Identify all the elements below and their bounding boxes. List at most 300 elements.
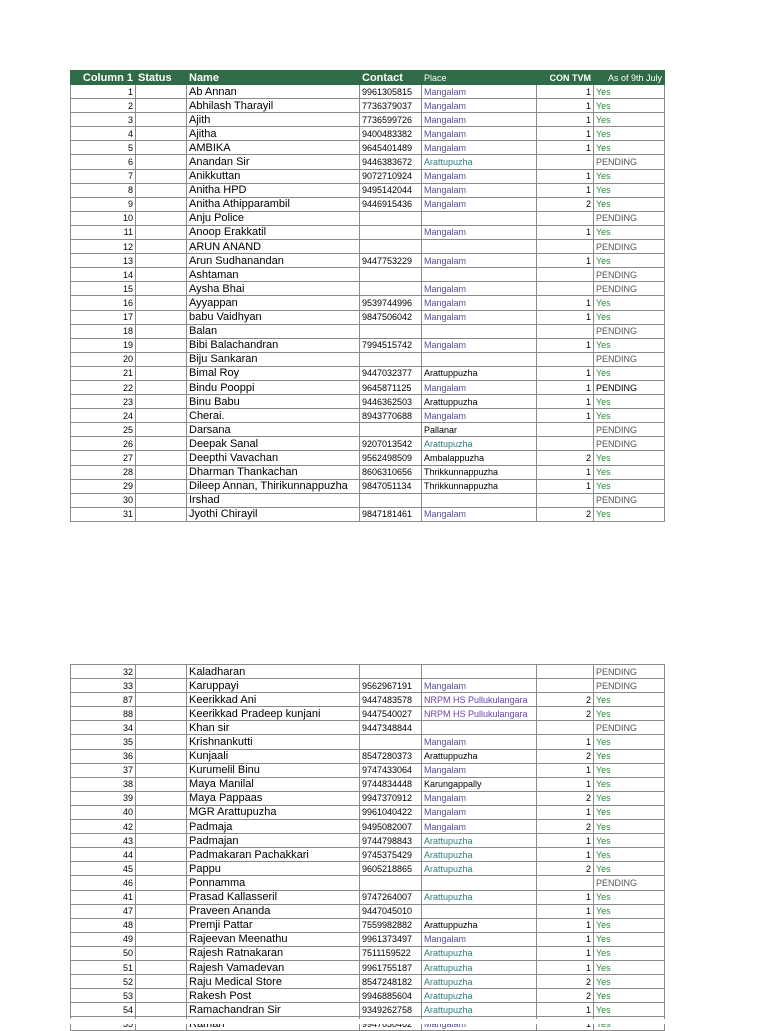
con-tvm-cell[interactable] bbox=[537, 211, 594, 225]
status-cell[interactable] bbox=[136, 493, 187, 507]
as-of-cell[interactable]: Yes bbox=[594, 693, 665, 707]
con-tvm-cell[interactable] bbox=[537, 876, 594, 890]
name-cell[interactable]: Rajeevan Meenathu bbox=[187, 932, 360, 946]
row-number-cell[interactable]: 24 bbox=[71, 409, 136, 423]
status-cell[interactable] bbox=[136, 380, 187, 394]
as-of-cell[interactable]: PENDING bbox=[594, 211, 665, 225]
table-row[interactable] bbox=[71, 890, 665, 904]
table-row[interactable] bbox=[71, 1003, 665, 1017]
table-row[interactable] bbox=[71, 493, 665, 507]
con-tvm-cell[interactable]: 1 bbox=[537, 296, 594, 310]
con-tvm-cell[interactable] bbox=[537, 721, 594, 735]
contact-cell[interactable]: 7511159522 bbox=[360, 946, 422, 960]
name-cell[interactable]: Ayyappan bbox=[187, 296, 360, 310]
place-cell[interactable] bbox=[422, 721, 537, 735]
place-cell[interactable]: Arattuppuzha bbox=[422, 366, 537, 380]
row-number-cell[interactable]: 26 bbox=[71, 437, 136, 451]
row-number-cell[interactable]: 28 bbox=[71, 465, 136, 479]
name-cell[interactable]: Rajesh Vamadevan bbox=[187, 960, 360, 974]
contact-cell[interactable]: 9847181461 bbox=[360, 507, 422, 521]
table-row[interactable] bbox=[71, 423, 665, 437]
place-cell[interactable]: Karungappally bbox=[422, 777, 537, 791]
con-tvm-cell[interactable]: 1 bbox=[537, 141, 594, 155]
row-number-cell[interactable]: 31 bbox=[71, 507, 136, 521]
contact-cell[interactable]: 9447540027 bbox=[360, 707, 422, 721]
name-cell[interactable]: babu Vaidhyan bbox=[187, 310, 360, 324]
header-contact[interactable]: Contact bbox=[360, 71, 422, 85]
name-cell[interactable]: Padmakaran Pachakkari bbox=[187, 848, 360, 862]
contact-cell[interactable]: 7736599726 bbox=[360, 113, 422, 127]
place-cell[interactable]: Arattupuzha bbox=[422, 960, 537, 974]
name-cell[interactable]: Biju Sankaran bbox=[187, 352, 360, 366]
as-of-cell[interactable]: PENDING bbox=[594, 324, 665, 338]
contact-cell[interactable]: 9747264007 bbox=[360, 890, 422, 904]
table-row[interactable] bbox=[71, 409, 665, 423]
table-row[interactable] bbox=[71, 777, 665, 791]
table-row[interactable] bbox=[71, 169, 665, 183]
table-row[interactable] bbox=[71, 665, 665, 679]
place-cell[interactable]: Mangalam bbox=[422, 127, 537, 141]
con-tvm-cell[interactable]: 2 bbox=[537, 707, 594, 721]
name-cell[interactable]: Anju Police bbox=[187, 211, 360, 225]
contact-cell[interactable]: 9446362503 bbox=[360, 395, 422, 409]
place-cell[interactable]: Mangalam bbox=[422, 141, 537, 155]
as-of-cell[interactable]: Yes bbox=[594, 1003, 665, 1017]
row-number-cell[interactable]: 15 bbox=[71, 282, 136, 296]
status-cell[interactable] bbox=[136, 507, 187, 521]
name-cell[interactable]: Dileep Annan, Thirikunnappuzha bbox=[187, 479, 360, 493]
name-cell[interactable]: Ponnamma bbox=[187, 876, 360, 890]
row-number-cell[interactable]: 35 bbox=[71, 735, 136, 749]
as-of-cell[interactable]: Yes bbox=[594, 791, 665, 805]
con-tvm-cell[interactable] bbox=[537, 155, 594, 169]
row-number-cell[interactable]: 32 bbox=[71, 665, 136, 679]
as-of-cell[interactable]: Yes bbox=[594, 960, 665, 974]
con-tvm-cell[interactable]: 1 bbox=[537, 834, 594, 848]
row-number-cell[interactable]: 44 bbox=[71, 848, 136, 862]
table-row[interactable] bbox=[71, 211, 665, 225]
table-row[interactable] bbox=[71, 99, 665, 113]
place-cell[interactable]: Ambalappuzha bbox=[422, 451, 537, 465]
row-number-cell[interactable]: 2 bbox=[71, 99, 136, 113]
status-cell[interactable] bbox=[136, 960, 187, 974]
row-number-cell[interactable]: 14 bbox=[71, 268, 136, 282]
table-row[interactable] bbox=[71, 876, 665, 890]
con-tvm-cell[interactable]: 1 bbox=[537, 366, 594, 380]
contact-cell[interactable] bbox=[360, 240, 422, 254]
place-cell[interactable]: Mangalam bbox=[422, 169, 537, 183]
row-number-cell[interactable]: 4 bbox=[71, 127, 136, 141]
status-cell[interactable] bbox=[136, 763, 187, 777]
row-number-cell[interactable]: 42 bbox=[71, 820, 136, 834]
status-cell[interactable] bbox=[136, 862, 187, 876]
row-number-cell[interactable]: 12 bbox=[71, 240, 136, 254]
table-row[interactable] bbox=[71, 975, 665, 989]
as-of-cell[interactable]: PENDING bbox=[594, 268, 665, 282]
row-number-cell[interactable]: 30 bbox=[71, 493, 136, 507]
contact-cell[interactable]: 9446383672 bbox=[360, 155, 422, 169]
contact-cell[interactable]: 8547280373 bbox=[360, 749, 422, 763]
table-row[interactable] bbox=[71, 380, 665, 394]
contact-cell[interactable]: 9847051134 bbox=[360, 479, 422, 493]
place-cell[interactable] bbox=[422, 240, 537, 254]
place-cell[interactable]: NRPM HS Pullukulangara bbox=[422, 707, 537, 721]
contact-cell[interactable]: 9562498509 bbox=[360, 451, 422, 465]
place-cell[interactable]: Mangalam bbox=[422, 282, 537, 296]
contact-cell[interactable] bbox=[360, 735, 422, 749]
row-number-cell[interactable]: 18 bbox=[71, 324, 136, 338]
con-tvm-cell[interactable]: 1 bbox=[537, 85, 594, 99]
header-as-of[interactable]: As of 9th July bbox=[594, 71, 665, 85]
contact-cell[interactable]: 9495142044 bbox=[360, 183, 422, 197]
contact-cell[interactable] bbox=[360, 282, 422, 296]
row-number-cell[interactable]: 47 bbox=[71, 904, 136, 918]
as-of-cell[interactable]: Yes bbox=[594, 479, 665, 493]
row-number-cell[interactable]: 43 bbox=[71, 834, 136, 848]
table-row[interactable] bbox=[71, 282, 665, 296]
row-number-cell[interactable]: 54 bbox=[71, 1003, 136, 1017]
row-number-cell[interactable]: 3 bbox=[71, 113, 136, 127]
header-status[interactable]: Status bbox=[136, 71, 187, 85]
con-tvm-cell[interactable] bbox=[537, 665, 594, 679]
table-row[interactable] bbox=[71, 932, 665, 946]
name-cell[interactable]: Keerikkad Ani bbox=[187, 693, 360, 707]
con-tvm-cell[interactable]: 1 bbox=[537, 479, 594, 493]
as-of-cell[interactable]: Yes bbox=[594, 848, 665, 862]
place-cell[interactable] bbox=[422, 876, 537, 890]
place-cell[interactable] bbox=[422, 211, 537, 225]
name-cell[interactable]: Maya Manilal bbox=[187, 777, 360, 791]
contact-cell[interactable]: 9539744996 bbox=[360, 296, 422, 310]
name-cell[interactable]: Padmaja bbox=[187, 820, 360, 834]
contact-cell[interactable] bbox=[360, 665, 422, 679]
place-cell[interactable] bbox=[422, 904, 537, 918]
status-cell[interactable] bbox=[136, 1003, 187, 1017]
status-cell[interactable] bbox=[136, 324, 187, 338]
contact-cell[interactable]: 8943770688 bbox=[360, 409, 422, 423]
name-cell[interactable]: Pappu bbox=[187, 862, 360, 876]
status-cell[interactable] bbox=[136, 296, 187, 310]
contact-cell[interactable]: 9562967191 bbox=[360, 679, 422, 693]
name-cell[interactable]: Kaladharan bbox=[187, 665, 360, 679]
con-tvm-cell[interactable]: 1 bbox=[537, 904, 594, 918]
as-of-cell[interactable]: Yes bbox=[594, 932, 665, 946]
place-cell[interactable]: Mangalam bbox=[422, 679, 537, 693]
table-row[interactable] bbox=[71, 960, 665, 974]
contact-cell[interactable]: 9747433064 bbox=[360, 763, 422, 777]
row-number-cell[interactable]: 39 bbox=[71, 791, 136, 805]
con-tvm-cell[interactable]: 1 bbox=[537, 127, 594, 141]
name-cell[interactable]: Bindu Pooppi bbox=[187, 380, 360, 394]
name-cell[interactable]: Anoop Erakkatil bbox=[187, 225, 360, 239]
contact-cell[interactable] bbox=[360, 211, 422, 225]
name-cell[interactable]: Karuppayi bbox=[187, 679, 360, 693]
contact-cell[interactable]: 9349262758 bbox=[360, 1003, 422, 1017]
place-cell[interactable]: Arattuppuzha bbox=[422, 918, 537, 932]
table-row[interactable] bbox=[71, 834, 665, 848]
contact-cell[interactable]: 9447045010 bbox=[360, 904, 422, 918]
status-cell[interactable] bbox=[136, 409, 187, 423]
header-place[interactable]: Place bbox=[422, 71, 537, 85]
row-number-cell[interactable]: 6 bbox=[71, 155, 136, 169]
place-cell[interactable]: Mangalam bbox=[422, 338, 537, 352]
contact-cell[interactable] bbox=[360, 225, 422, 239]
as-of-cell[interactable]: Yes bbox=[594, 777, 665, 791]
contact-cell[interactable]: 7736379037 bbox=[360, 99, 422, 113]
status-cell[interactable] bbox=[136, 465, 187, 479]
as-of-cell[interactable]: PENDING bbox=[594, 423, 665, 437]
status-cell[interactable] bbox=[136, 127, 187, 141]
table-row[interactable] bbox=[71, 225, 665, 239]
place-cell[interactable] bbox=[422, 268, 537, 282]
con-tvm-cell[interactable] bbox=[537, 352, 594, 366]
contact-cell[interactable]: 7559982882 bbox=[360, 918, 422, 932]
as-of-cell[interactable]: Yes bbox=[594, 225, 665, 239]
status-cell[interactable] bbox=[136, 268, 187, 282]
con-tvm-cell[interactable]: 1 bbox=[537, 848, 594, 862]
place-cell[interactable]: Arattuppuzha bbox=[422, 749, 537, 763]
place-cell[interactable]: Mangalam bbox=[422, 735, 537, 749]
con-tvm-cell[interactable]: 2 bbox=[537, 791, 594, 805]
con-tvm-cell[interactable]: 2 bbox=[537, 975, 594, 989]
as-of-cell[interactable]: Yes bbox=[594, 862, 665, 876]
row-number-cell[interactable]: 52 bbox=[71, 975, 136, 989]
place-cell[interactable]: Mangalam bbox=[422, 254, 537, 268]
row-number-cell[interactable]: 46 bbox=[71, 876, 136, 890]
as-of-cell[interactable]: PENDING bbox=[594, 721, 665, 735]
status-cell[interactable] bbox=[136, 721, 187, 735]
name-cell[interactable]: Ab Annan bbox=[187, 85, 360, 99]
name-cell[interactable]: Dharman Thankachan bbox=[187, 465, 360, 479]
contact-cell[interactable]: 9447348844 bbox=[360, 721, 422, 735]
table-row[interactable] bbox=[71, 946, 665, 960]
place-cell[interactable]: Mangalam bbox=[422, 296, 537, 310]
contact-cell[interactable]: 9072710924 bbox=[360, 169, 422, 183]
con-tvm-cell[interactable] bbox=[537, 240, 594, 254]
con-tvm-cell[interactable]: 2 bbox=[537, 749, 594, 763]
as-of-cell[interactable]: Yes bbox=[594, 707, 665, 721]
place-cell[interactable]: Mangalam bbox=[422, 85, 537, 99]
name-cell[interactable]: ARUN ANAND bbox=[187, 240, 360, 254]
status-cell[interactable] bbox=[136, 395, 187, 409]
as-of-cell[interactable]: Yes bbox=[594, 989, 665, 1003]
status-cell[interactable] bbox=[136, 451, 187, 465]
status-cell[interactable] bbox=[136, 169, 187, 183]
con-tvm-cell[interactable]: 2 bbox=[537, 693, 594, 707]
con-tvm-cell[interactable]: 2 bbox=[537, 507, 594, 521]
status-cell[interactable] bbox=[136, 225, 187, 239]
row-number-cell[interactable]: 41 bbox=[71, 890, 136, 904]
row-number-cell[interactable]: 16 bbox=[71, 296, 136, 310]
con-tvm-cell[interactable] bbox=[537, 423, 594, 437]
place-cell[interactable]: Arattupuzha bbox=[422, 890, 537, 904]
con-tvm-cell[interactable]: 1 bbox=[537, 254, 594, 268]
as-of-cell[interactable]: Yes bbox=[594, 507, 665, 521]
contact-cell[interactable]: 9605218865 bbox=[360, 862, 422, 876]
name-cell[interactable]: Anitha HPD bbox=[187, 183, 360, 197]
contact-cell[interactable]: 9495082007 bbox=[360, 820, 422, 834]
table-row[interactable] bbox=[71, 848, 665, 862]
contact-cell[interactable] bbox=[360, 324, 422, 338]
name-cell[interactable]: Premji Pattar bbox=[187, 918, 360, 932]
con-tvm-cell[interactable]: 1 bbox=[537, 777, 594, 791]
table-row[interactable] bbox=[71, 862, 665, 876]
as-of-cell[interactable]: Yes bbox=[594, 395, 665, 409]
status-cell[interactable] bbox=[136, 366, 187, 380]
contact-cell[interactable]: 8547248182 bbox=[360, 975, 422, 989]
name-cell[interactable]: Ashtaman bbox=[187, 268, 360, 282]
place-cell[interactable]: Mangalam bbox=[422, 932, 537, 946]
row-number-cell[interactable]: 17 bbox=[71, 310, 136, 324]
as-of-cell[interactable]: Yes bbox=[594, 141, 665, 155]
name-cell[interactable]: Rakesh Post bbox=[187, 989, 360, 1003]
status-cell[interactable] bbox=[136, 665, 187, 679]
name-cell[interactable]: Ajitha bbox=[187, 127, 360, 141]
contact-cell[interactable]: 9961373497 bbox=[360, 932, 422, 946]
name-cell[interactable]: Rajesh Ratnakaran bbox=[187, 946, 360, 960]
as-of-cell[interactable]: Yes bbox=[594, 127, 665, 141]
row-number-cell[interactable]: 27 bbox=[71, 451, 136, 465]
con-tvm-cell[interactable]: 1 bbox=[537, 338, 594, 352]
table-row[interactable] bbox=[71, 763, 665, 777]
as-of-cell[interactable]: PENDING bbox=[594, 493, 665, 507]
table-row[interactable] bbox=[71, 679, 665, 693]
status-cell[interactable] bbox=[136, 707, 187, 721]
name-cell[interactable]: Aysha Bhai bbox=[187, 282, 360, 296]
contact-cell[interactable]: 9961040422 bbox=[360, 805, 422, 819]
con-tvm-cell[interactable]: 2 bbox=[537, 197, 594, 211]
status-cell[interactable] bbox=[136, 876, 187, 890]
place-cell[interactable]: Mangalam bbox=[422, 113, 537, 127]
contact-cell[interactable]: 7994515742 bbox=[360, 338, 422, 352]
contact-cell[interactable]: 9645401489 bbox=[360, 141, 422, 155]
as-of-cell[interactable]: PENDING bbox=[594, 876, 665, 890]
status-cell[interactable] bbox=[136, 211, 187, 225]
as-of-cell[interactable]: Yes bbox=[594, 735, 665, 749]
row-number-cell[interactable]: 8 bbox=[71, 183, 136, 197]
place-cell[interactable]: Mangalam bbox=[422, 310, 537, 324]
row-number-cell[interactable]: 10 bbox=[71, 211, 136, 225]
status-cell[interactable] bbox=[136, 805, 187, 819]
con-tvm-cell[interactable]: 1 bbox=[537, 310, 594, 324]
status-cell[interactable] bbox=[136, 946, 187, 960]
place-cell[interactable] bbox=[422, 665, 537, 679]
place-cell[interactable]: Thrikkunnappuzha bbox=[422, 465, 537, 479]
con-tvm-cell[interactable]: 2 bbox=[537, 451, 594, 465]
name-cell[interactable]: Darsana bbox=[187, 423, 360, 437]
row-number-cell[interactable]: 88 bbox=[71, 707, 136, 721]
row-number-cell[interactable]: 13 bbox=[71, 254, 136, 268]
contact-cell[interactable]: 9400483382 bbox=[360, 127, 422, 141]
con-tvm-cell[interactable]: 1 bbox=[537, 225, 594, 239]
name-cell[interactable]: Khan sir bbox=[187, 721, 360, 735]
place-cell[interactable]: Mangalam bbox=[422, 507, 537, 521]
con-tvm-cell[interactable]: 1 bbox=[537, 183, 594, 197]
as-of-cell[interactable]: Yes bbox=[594, 99, 665, 113]
name-cell[interactable]: Arun Sudhanandan bbox=[187, 254, 360, 268]
table-row[interactable] bbox=[71, 240, 665, 254]
table-row[interactable] bbox=[71, 352, 665, 366]
as-of-cell[interactable]: Yes bbox=[594, 254, 665, 268]
as-of-cell[interactable]: Yes bbox=[594, 310, 665, 324]
table-row[interactable] bbox=[71, 197, 665, 211]
header-column-1[interactable]: Column 1 bbox=[71, 71, 136, 85]
status-cell[interactable] bbox=[136, 749, 187, 763]
place-cell[interactable]: Mangalam bbox=[422, 225, 537, 239]
contact-cell[interactable] bbox=[360, 352, 422, 366]
contact-cell[interactable]: 9645871125 bbox=[360, 380, 422, 394]
contact-cell[interactable] bbox=[360, 876, 422, 890]
row-number-cell[interactable]: 5 bbox=[71, 141, 136, 155]
con-tvm-cell[interactable] bbox=[537, 324, 594, 338]
row-number-cell[interactable]: 25 bbox=[71, 423, 136, 437]
as-of-cell[interactable]: Yes bbox=[594, 890, 665, 904]
con-tvm-cell[interactable]: 1 bbox=[537, 918, 594, 932]
status-cell[interactable] bbox=[136, 834, 187, 848]
contact-cell[interactable]: 8606310656 bbox=[360, 465, 422, 479]
con-tvm-cell[interactable]: 1 bbox=[537, 960, 594, 974]
con-tvm-cell[interactable]: 1 bbox=[537, 380, 594, 394]
as-of-cell[interactable]: Yes bbox=[594, 183, 665, 197]
con-tvm-cell[interactable]: 1 bbox=[537, 946, 594, 960]
name-cell[interactable]: Anitha Athipparambil bbox=[187, 197, 360, 211]
contact-cell[interactable]: 9447753229 bbox=[360, 254, 422, 268]
status-cell[interactable] bbox=[136, 155, 187, 169]
status-cell[interactable] bbox=[136, 975, 187, 989]
contact-cell[interactable]: 9744834448 bbox=[360, 777, 422, 791]
con-tvm-cell[interactable]: 1 bbox=[537, 763, 594, 777]
table-row[interactable] bbox=[71, 366, 665, 380]
table-row[interactable] bbox=[71, 268, 665, 282]
as-of-cell[interactable]: Yes bbox=[594, 197, 665, 211]
row-number-cell[interactable]: 45 bbox=[71, 862, 136, 876]
place-cell[interactable]: Mangalam bbox=[422, 805, 537, 819]
table-row[interactable] bbox=[71, 141, 665, 155]
table-row[interactable] bbox=[71, 735, 665, 749]
con-tvm-cell[interactable] bbox=[537, 493, 594, 507]
name-cell[interactable]: Kurumelil Binu bbox=[187, 763, 360, 777]
name-cell[interactable]: Praveen Ananda bbox=[187, 904, 360, 918]
table-row[interactable] bbox=[71, 721, 665, 735]
row-number-cell[interactable]: 50 bbox=[71, 946, 136, 960]
as-of-cell[interactable]: Yes bbox=[594, 904, 665, 918]
contact-cell[interactable] bbox=[360, 493, 422, 507]
place-cell[interactable]: NRPM HS Pullukulangara bbox=[422, 693, 537, 707]
status-cell[interactable] bbox=[136, 679, 187, 693]
name-cell[interactable]: Jyothi Chirayil bbox=[187, 507, 360, 521]
row-number-cell[interactable]: 1 bbox=[71, 85, 136, 99]
contact-cell[interactable]: 9207013542 bbox=[360, 437, 422, 451]
place-cell[interactable]: Arattupuzha bbox=[422, 975, 537, 989]
name-cell[interactable]: Balan bbox=[187, 324, 360, 338]
place-cell[interactable]: Arattupuzha bbox=[422, 989, 537, 1003]
row-number-cell[interactable]: 21 bbox=[71, 366, 136, 380]
place-cell[interactable] bbox=[422, 493, 537, 507]
as-of-cell[interactable]: Yes bbox=[594, 834, 665, 848]
as-of-cell[interactable]: Yes bbox=[594, 409, 665, 423]
table-row[interactable] bbox=[71, 451, 665, 465]
place-cell[interactable]: Thrikkunnappuzha bbox=[422, 479, 537, 493]
as-of-cell[interactable]: Yes bbox=[594, 85, 665, 99]
place-cell[interactable]: Mangalam bbox=[422, 183, 537, 197]
place-cell[interactable]: Arattupuzha bbox=[422, 862, 537, 876]
place-cell[interactable]: Arattupuzha bbox=[422, 437, 537, 451]
con-tvm-cell[interactable] bbox=[537, 437, 594, 451]
as-of-cell[interactable]: PENDING bbox=[594, 380, 665, 394]
status-cell[interactable] bbox=[136, 693, 187, 707]
as-of-cell[interactable]: Yes bbox=[594, 749, 665, 763]
place-cell[interactable]: Arattupuzha bbox=[422, 946, 537, 960]
